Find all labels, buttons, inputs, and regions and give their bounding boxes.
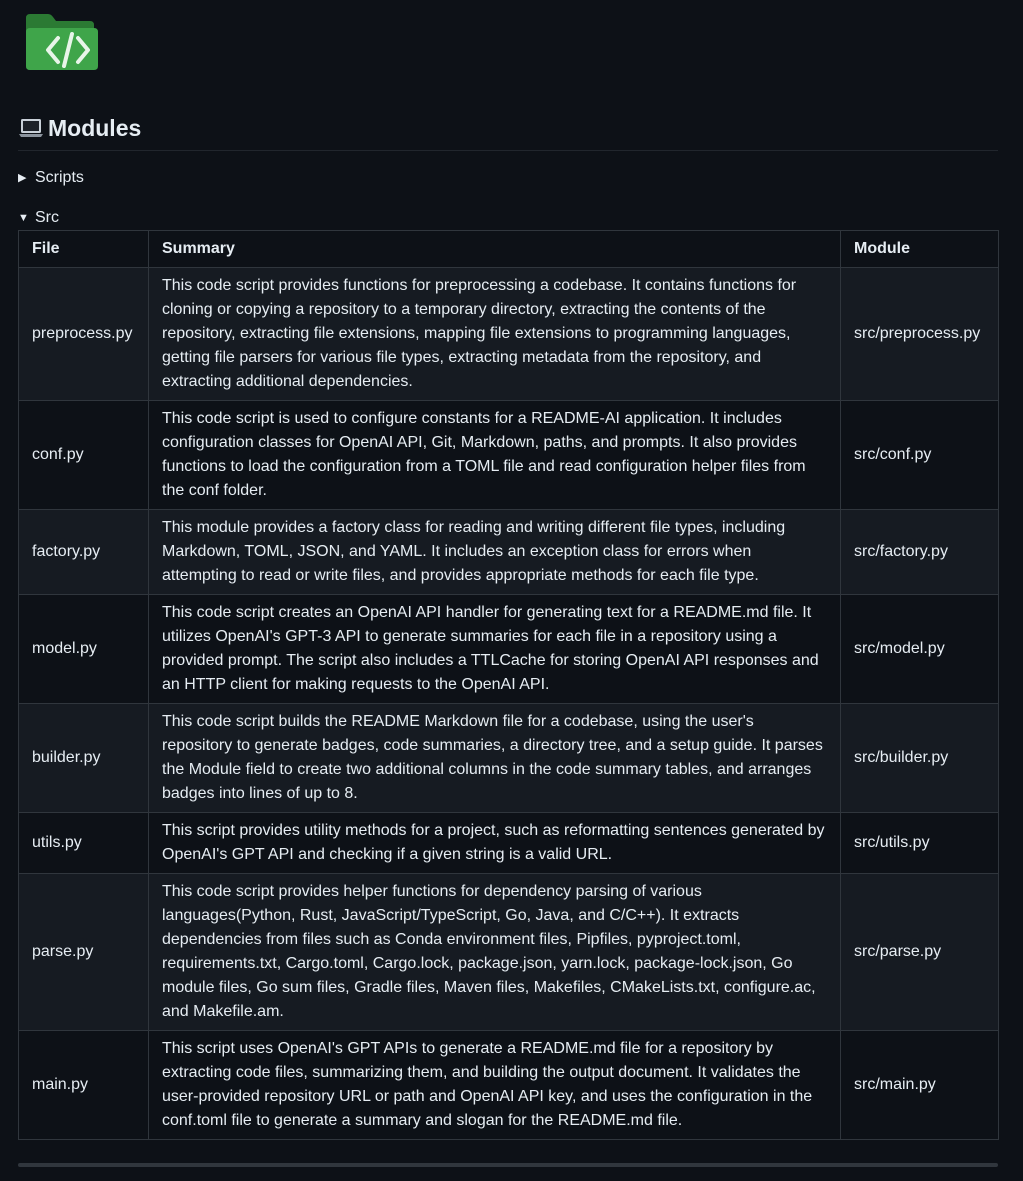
file-cell: parse.py	[19, 874, 149, 1031]
table-row	[19, 704, 999, 813]
horizontal-rule	[18, 1163, 998, 1167]
table-row	[19, 401, 999, 510]
summary-cell: This script provides utility methods for a project, such as reformatting sentences generated by OpenAI's GPT API and checking if a given string is a valid URL.	[149, 813, 841, 874]
module-cell: src/preprocess.py	[841, 268, 999, 401]
file-cell: main.py	[19, 1031, 149, 1140]
column-header-file: File	[19, 231, 149, 268]
column-header-module: Module	[841, 231, 999, 268]
module-cell: src/builder.py	[841, 704, 999, 813]
module-cell: src/model.py	[841, 595, 999, 704]
table-row	[19, 268, 999, 401]
summary-cell: This code script provides helper functions for dependency parsing of various languages(Python, Rust, JavaScript/TypeScript, Go, Java, and C/C++). It extracts dependencies from files such as Conda environment files, Pipfiles, pyproject.toml, requirements.txt, Cargo.toml, Cargo.lock, package.json, yarn.lock, package-lock.json, Go module files, Go sum files, Gradle files, Maven files, Makefiles, CMakeLists.txt, configure.ac, and Makefile.am.	[149, 874, 841, 1031]
triangle-down-icon: ▼	[18, 212, 29, 224]
table-row	[19, 874, 999, 1031]
module-cell: src/main.py	[841, 1031, 999, 1140]
file-cell: factory.py	[19, 510, 149, 595]
laptop-icon	[18, 115, 44, 141]
module-cell: src/factory.py	[841, 510, 999, 595]
scripts-section-toggle[interactable]	[18, 168, 84, 188]
file-cell: utils.py	[19, 813, 149, 874]
summary-cell: This code script is used to configure constants for a README-AI application. It includes configuration classes for OpenAI API, Git, Markdown, paths, and prompts. It also provides functions to load the configuration from a TOML file and read configuration helper files from the conf folder.	[149, 401, 841, 510]
table-row	[19, 813, 999, 874]
summary-cell: This code script provides functions for preprocessing a codebase. It contains functions for cloning or copying a repository to a temporary directory, extracting the contents of the repository, extracting file extensions, mapping file extensions to programming languages, getting file parsers for various file types, extracting metadata from the repository, and extracting additional dependencies.	[149, 268, 841, 401]
table-row	[19, 595, 999, 704]
src-modules-table	[18, 230, 999, 1140]
scripts-section-label: Scripts	[35, 169, 84, 186]
triangle-right-icon: ▶	[18, 172, 27, 184]
src-section-toggle[interactable]	[18, 208, 59, 228]
file-cell: builder.py	[19, 704, 149, 813]
file-cell: preprocess.py	[19, 268, 149, 401]
table-header-row	[19, 231, 999, 268]
folder-code-icon	[24, 12, 100, 74]
summary-cell: This script uses OpenAI's GPT APIs to generate a README.md file for a repository by extracting code files, summarizing them, and building the output document. It validates the user-provided repository URL or path and OpenAI API key, and uses the configuration in the conf.toml file to generate a summary and slogan for the README.md file.	[149, 1031, 841, 1140]
column-header-summary: Summary	[149, 231, 841, 268]
summary-cell: This module provides a factory class for reading and writing different file types, including Markdown, TOML, JSON, and YAML. It includes an exception class for errors when attempting to read or write files, and provides appropriate methods for each file type.	[149, 510, 841, 595]
summary-cell: This code script creates an OpenAI API handler for generating text for a README.md file. It utilizes OpenAI's GPT-3 API to generate summaries for each file in a repository using a provided prompt. The script also includes a TTLCache for storing OpenAI API responses and an HTTP client for making requests to the OpenAI API.	[149, 595, 841, 704]
modules-heading	[18, 112, 998, 151]
summary-cell: This code script builds the README Markdown file for a codebase, using the user's repository to generate badges, code summaries, a directory tree, and a setup guide. It parses the Module field to create two additional columns in the code summary tables, and arranges badges into lines of up to 8.	[149, 704, 841, 813]
file-cell: conf.py	[19, 401, 149, 510]
page-title: Modules	[48, 115, 142, 141]
file-cell: model.py	[19, 595, 149, 704]
src-section-label: Src	[35, 209, 59, 226]
module-cell: src/conf.py	[841, 401, 999, 510]
module-cell: src/parse.py	[841, 874, 999, 1031]
module-cell: src/utils.py	[841, 813, 999, 874]
table-row	[19, 510, 999, 595]
table-row	[19, 1031, 999, 1140]
